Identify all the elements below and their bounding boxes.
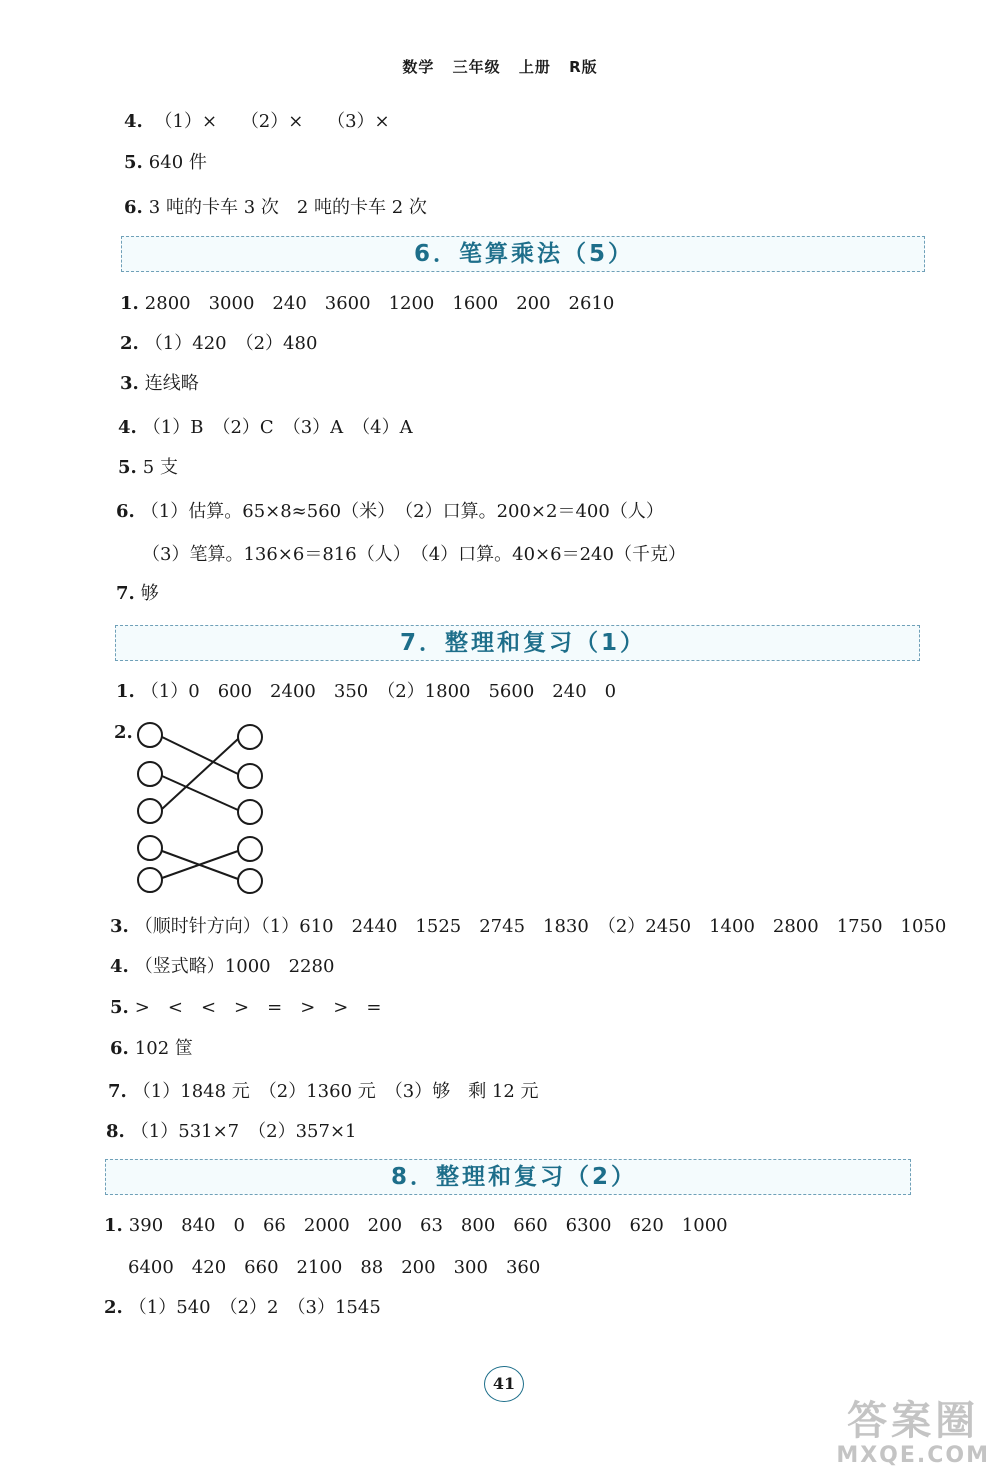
- s7-answer-3: [110, 915, 946, 939]
- header-grade: 三年级: [452, 58, 501, 76]
- s8-answer-1-cont: [128, 1256, 540, 1280]
- s7-answer-5: [110, 996, 381, 1020]
- answer-text: 2800 3000 240 3600 1200 1600 200 2610: [144, 293, 615, 314]
- watermark-url: MXQE.COM: [836, 1443, 990, 1468]
- answer-part: （3）×: [327, 111, 390, 132]
- answer-number: 5.: [118, 457, 137, 478]
- answer-number: 1.: [120, 293, 139, 314]
- answer-part: （1）×: [154, 111, 218, 132]
- answer-text: （1）420 （2）480: [144, 333, 318, 354]
- section-title-6: 6．笔算乘法（5）: [414, 241, 635, 267]
- answer-number: 4.: [124, 111, 143, 132]
- s6-answer-1: [120, 292, 614, 316]
- answer-number: 2.: [114, 722, 133, 743]
- answer-6: [124, 196, 427, 220]
- answer-number: 5.: [124, 152, 143, 173]
- s8-answer-1: [104, 1214, 728, 1238]
- left-circle: [138, 799, 162, 823]
- answer-part: （2）×: [240, 111, 304, 132]
- answer-number: 3.: [120, 373, 139, 394]
- answer-text: > < < > = > > =: [134, 997, 382, 1018]
- section-banner-6: [121, 236, 925, 272]
- match-line: [162, 776, 238, 810]
- answer-5: [124, 151, 207, 175]
- s8-answer-2: [104, 1296, 381, 1320]
- s7-answer-6: [110, 1037, 193, 1061]
- answer-number: 6.: [124, 197, 143, 218]
- answer-text: （竖式略）1000 2280: [134, 956, 335, 977]
- right-circle: [238, 837, 262, 861]
- watermark-logo: [836, 1398, 990, 1468]
- right-circle: [238, 764, 262, 788]
- watermark-text: 答案圈: [847, 1398, 980, 1444]
- answer-text: 3 吨的卡车 3 次 2 吨的卡车 2 次: [148, 197, 427, 218]
- answer-text: （3）笔算。136×6＝816（人） （4）口算。40×6＝240（千克）: [142, 544, 686, 565]
- page-number: 41: [484, 1366, 524, 1402]
- left-circle: [138, 762, 162, 786]
- match-line: [162, 739, 238, 809]
- s6-answer-3: [120, 372, 199, 396]
- s6-answer-6-cont: [142, 543, 686, 567]
- s7-answer-8: [106, 1120, 356, 1144]
- answer-text: （1）B （2）C （3）A （4）A: [142, 417, 413, 438]
- answer-text: （1）1848 元 （2）1360 元 （3）够 剩 12 元: [132, 1081, 539, 1102]
- answer-text: （1）0 600 2400 350 （2）1800 5600 240 0: [140, 681, 617, 702]
- answer-text: 连线略: [144, 373, 199, 394]
- section-banner-7: [115, 625, 920, 661]
- right-circle: [238, 869, 262, 893]
- answer-text: （1）540 （2）2 （3）1545: [128, 1297, 381, 1318]
- s6-answer-2: [120, 332, 317, 356]
- answer-number: 7.: [108, 1081, 127, 1102]
- section-title-8: 8．整理和复习（2）: [391, 1164, 638, 1190]
- s7-answer-7: [108, 1080, 539, 1104]
- right-circle: [238, 800, 262, 824]
- s6-answer-6: [116, 500, 664, 524]
- answer-number: 5.: [110, 997, 129, 1018]
- answer-number: 6.: [110, 1038, 129, 1059]
- left-circle: [138, 723, 162, 747]
- s7-answer-1: [116, 680, 616, 704]
- header-volume: 上册: [518, 58, 551, 76]
- answer-number: 8.: [106, 1121, 125, 1142]
- answer-text: （1）估算。65×8≈560（米） （2）口算。200×2＝400（人）: [140, 501, 664, 522]
- header-edition: R版: [569, 58, 598, 76]
- page-header: [0, 56, 1000, 77]
- match-line: [162, 737, 238, 774]
- s6-answer-7: [116, 582, 159, 606]
- answer-number: 4.: [118, 417, 137, 438]
- answer-number: 3.: [110, 916, 129, 937]
- left-circle: [138, 836, 162, 860]
- matching-diagram: [130, 715, 280, 900]
- answer-number: 1.: [116, 681, 135, 702]
- answer-text: 390 840 0 66 2000 200 63 800 660 6300 620 1000: [128, 1215, 728, 1236]
- answer-text: 102 筐: [134, 1038, 193, 1059]
- answer-text: 640 件: [148, 152, 207, 173]
- answer-number: 4.: [110, 956, 129, 977]
- answer-number: 1.: [104, 1215, 123, 1236]
- right-circle: [238, 725, 262, 749]
- section-banner-8: [105, 1159, 911, 1195]
- answer-text: （顺时针方向）（1）610 2440 1525 2745 1830 （2）2450 1400 2800 1750 1050: [134, 916, 947, 937]
- s6-answer-4: [118, 416, 413, 440]
- answer-text: 6400 420 660 2100 88 200 300 360: [128, 1257, 541, 1278]
- s7-answer-4: [110, 955, 334, 979]
- answer-4: [124, 110, 390, 134]
- s6-answer-5: [118, 456, 178, 480]
- answer-text: 够: [140, 583, 159, 604]
- answer-text: 5 支: [142, 457, 178, 478]
- left-circle: [138, 868, 162, 892]
- answer-number: 7.: [116, 583, 135, 604]
- answer-number: 2.: [104, 1297, 123, 1318]
- header-subject: 数学: [402, 58, 435, 76]
- answer-text: （1）531×7 （2）357×1: [130, 1121, 357, 1142]
- answer-number: 2.: [120, 333, 139, 354]
- answer-number: 6.: [116, 501, 135, 522]
- section-title-7: 7．整理和复习（1）: [400, 630, 647, 656]
